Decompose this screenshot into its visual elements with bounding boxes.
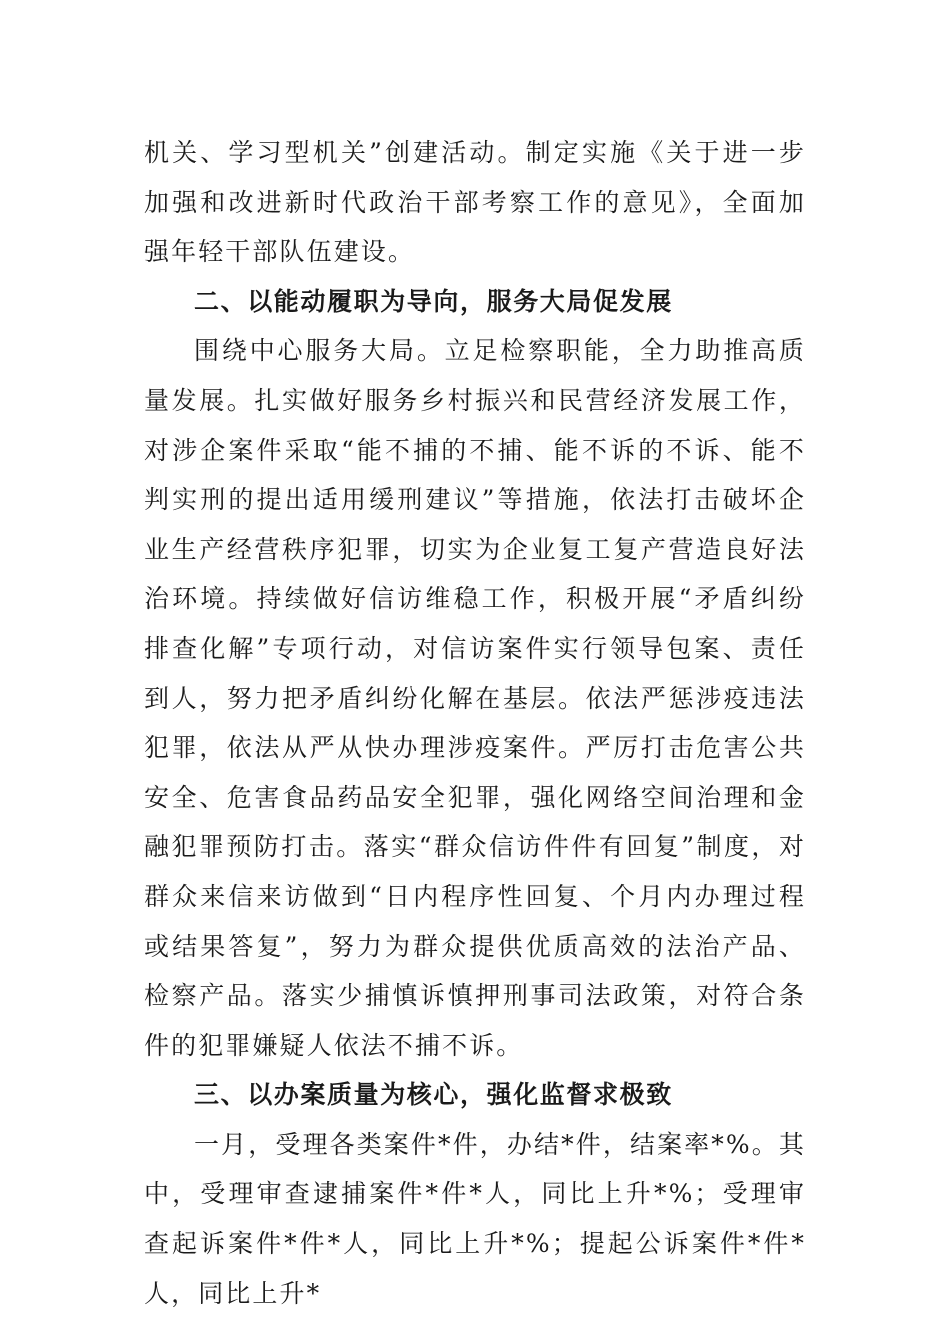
document-body	[144, 128, 806, 1318]
paragraph-case-statistics: 一月，受理各类案件*件，办结*件，结案率*%。其中，受理审查逮捕案件*件*人，同比上升*%；受理审查起诉案件*件*人，同比上升*%；提起公诉案件*件*人，同比上升*	[144, 1129, 806, 1308]
paragraph-service-overall: 围绕中心服务大局。立足检察职能，全力助推高质量发展。扎实做好服务乡村振兴和民营经济发展工作，对涉企案件采取“能不捕的不捕、能不诉的不诉、能不判实刑的提出适用缓刑建议”等措施，依法打击破坏企业生产经营秩序犯罪，切实为企业复工复产营造良好法治环境。持续做好信访维稳工作，积极开展“矛盾纠纷排查化解”专项行动，对信访案件实行领导包案、责任到人，努力把矛盾纠纷化解在基层。依法严惩涉疫违法犯罪，依法从严从快办理涉疫案件。严厉打击危害公共安全、危害食品药品安全犯罪，强化网络空间治理和金融犯罪预防打击。落实“群众信访件件有回复”制度，对群众来信来访做到“日内程序性回复、个月内办理过程或结果答复”，努力为群众提供优质高效的法治产品、检察产品。落实少捕慎诉慎押刑事司法政策，对符合条件的犯罪嫌疑人依法不捕不诉。	[144, 336, 806, 1060]
paragraph-continuation: 机关、学习型机关”创建活动。制定实施《关于进一步加强和改进新时代政治干部考察工作的意见》，全面加强年轻干部队伍建设。	[144, 138, 806, 267]
section-heading-2: 二、以能动履职为导向，服务大局促发展	[194, 286, 673, 316]
section-heading-3: 三、以办案质量为核心，强化监督求极致	[194, 1080, 673, 1110]
